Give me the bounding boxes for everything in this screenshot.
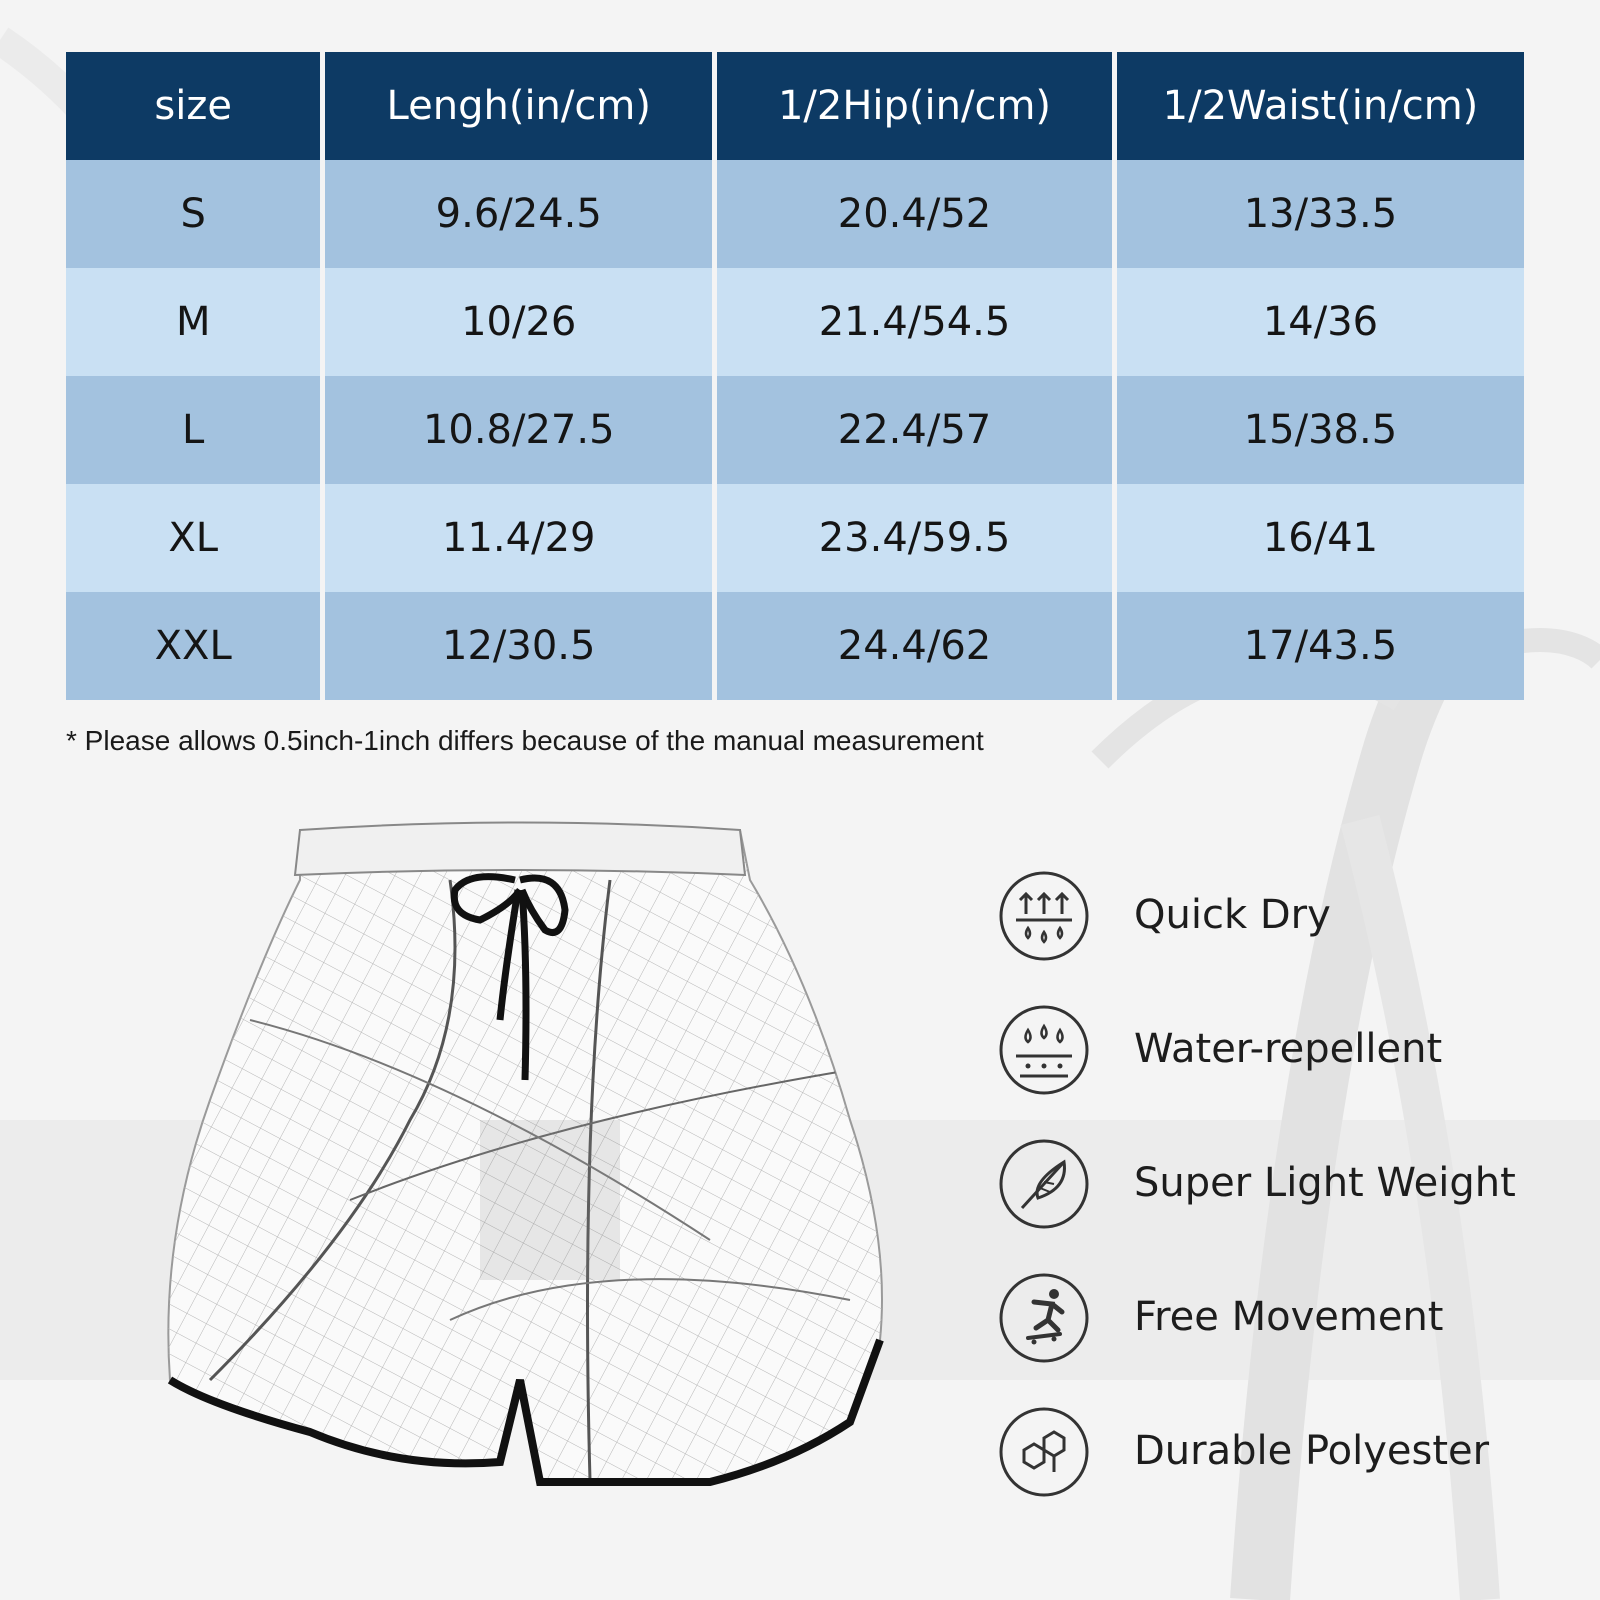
size-chart-table: [61, 52, 1529, 700]
water-drops-icon: [998, 1004, 1090, 1096]
feature-water-repellent: [998, 1004, 1578, 1100]
feature-free-movement: [998, 1272, 1578, 1368]
table-cell: 21.4/54.5: [717, 268, 1112, 376]
feature-label: Free Movement: [1134, 1294, 1444, 1340]
table-header-row: [66, 52, 1524, 160]
table-cell: 13/33.5: [1117, 160, 1524, 268]
table-cell: 15/38.5: [1117, 376, 1524, 484]
measurement-note: * Please allows 0.5inch-1inch differs because of the manual measurement: [66, 725, 984, 756]
table-row: [66, 484, 1524, 592]
table-cell: 14/36: [1117, 268, 1524, 376]
table-row: [66, 592, 1524, 700]
column-header: 1/2Hip(in/cm): [717, 52, 1112, 160]
skater-icon: [998, 1272, 1090, 1364]
table-cell: 10.8/27.5: [325, 376, 712, 484]
table-cell: 11.4/29: [325, 484, 712, 592]
table-cell: 10/26: [325, 268, 712, 376]
table-cell: 16/41: [1117, 484, 1524, 592]
quick-dry-icon: [998, 870, 1090, 962]
table-cell: L: [66, 376, 320, 484]
feature-label: Water-repellent: [1134, 1026, 1443, 1072]
table-cell: XXL: [66, 592, 320, 700]
table-cell: 22.4/57: [717, 376, 1112, 484]
feature-quick-dry: [998, 870, 1578, 966]
table-row: [66, 160, 1524, 268]
table-row: [66, 376, 1524, 484]
table-row: [66, 268, 1524, 376]
feature-label: Durable Polyester: [1134, 1428, 1490, 1474]
column-header: size: [66, 52, 320, 160]
table-cell: XL: [66, 484, 320, 592]
table-cell: 24.4/62: [717, 592, 1112, 700]
feature-label: Quick Dry: [1134, 892, 1331, 938]
column-header: Lengh(in/cm): [325, 52, 712, 160]
table-cell: 12/30.5: [325, 592, 712, 700]
table-cell: 9.6/24.5: [325, 160, 712, 268]
feather-icon: [998, 1138, 1090, 1230]
molecule-icon: [998, 1406, 1090, 1498]
table-cell: S: [66, 160, 320, 268]
feature-durable-polyester: [998, 1406, 1578, 1502]
table-cell: 23.4/59.5: [717, 484, 1112, 592]
table-cell: 20.4/52: [717, 160, 1112, 268]
feature-super-light-weight: [998, 1138, 1578, 1234]
table-cell: M: [66, 268, 320, 376]
feature-label: Super Light Weight: [1134, 1160, 1516, 1206]
column-header: 1/2Waist(in/cm): [1117, 52, 1524, 160]
shorts-product-image: [150, 820, 910, 1520]
table-cell: 17/43.5: [1117, 592, 1524, 700]
